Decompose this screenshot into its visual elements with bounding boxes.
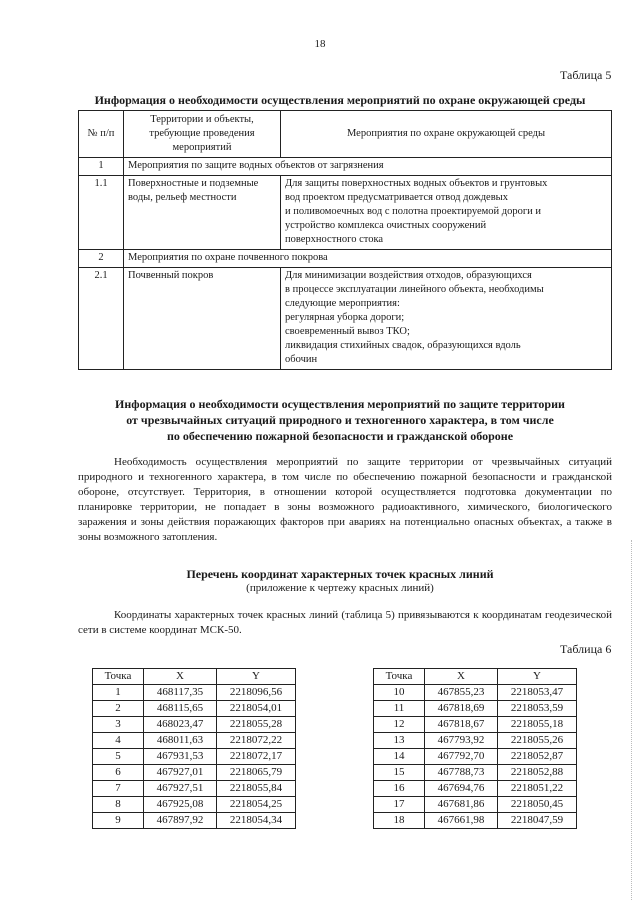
x-coordinate: 467694,76 <box>425 781 498 797</box>
measure-line: обочин <box>285 354 318 365</box>
point-number: 18 <box>374 813 425 829</box>
table-row <box>93 685 296 701</box>
y-coordinate: 2218055,28 <box>217 717 296 733</box>
header-x: X <box>425 669 498 685</box>
y-coordinate: 2218065,79 <box>217 765 296 781</box>
table-row <box>374 733 577 749</box>
table-5-label: Таблица 5 <box>560 68 612 82</box>
measure-line: своевременный вывоз ТКО; <box>285 326 410 337</box>
point-number: 2 <box>93 701 144 717</box>
x-coordinate: 468115,65 <box>144 701 217 717</box>
x-coordinate: 468023,47 <box>144 717 217 733</box>
y-coordinate: 2218096,56 <box>217 685 296 701</box>
row-number: 2.1 <box>79 268 124 370</box>
x-coordinate: 468011,63 <box>144 733 217 749</box>
y-coordinate: 2218055,26 <box>498 733 577 749</box>
table-row <box>374 781 577 797</box>
y-coordinate: 2218053,47 <box>498 685 577 701</box>
row-object: Поверхностные и подземные воды, рельеф местности <box>124 176 281 250</box>
header-y: Y <box>498 669 577 685</box>
emergency-heading-line: от чрезвычайных ситуаций природного и техногенного характера, в том числе <box>126 413 554 427</box>
x-coordinate: 467793,92 <box>425 733 498 749</box>
table-row <box>93 717 296 733</box>
x-coordinate: 467792,70 <box>425 749 498 765</box>
table-row <box>79 268 612 370</box>
table-row <box>93 813 296 829</box>
x-coordinate: 467927,01 <box>144 765 217 781</box>
point-number: 9 <box>93 813 144 829</box>
table-row <box>93 733 296 749</box>
point-number: 11 <box>374 701 425 717</box>
point-number: 14 <box>374 749 425 765</box>
table-row <box>374 701 577 717</box>
y-coordinate: 2218052,88 <box>498 765 577 781</box>
header-measures: Мероприятия по охране окружающей среды <box>281 111 612 158</box>
table-row <box>79 176 612 250</box>
point-number: 17 <box>374 797 425 813</box>
point-number: 3 <box>93 717 144 733</box>
section-row <box>79 250 612 268</box>
coords-header-row <box>93 669 296 685</box>
y-coordinate: 2218053,59 <box>498 701 577 717</box>
environment-measures-table <box>78 110 612 370</box>
y-coordinate: 2218052,87 <box>498 749 577 765</box>
row-number: 1.1 <box>79 176 124 250</box>
emergency-heading <box>60 396 620 444</box>
table-row <box>374 813 577 829</box>
section-number: 2 <box>79 250 124 268</box>
point-number: 16 <box>374 781 425 797</box>
coords-header-row <box>374 669 577 685</box>
coords-heading: Перечень координат характерных точек красных линий <box>186 567 494 581</box>
x-coordinate: 467661,98 <box>425 813 498 829</box>
row-measures <box>281 176 612 250</box>
measure-line: Для минимизации воздействия отходов, образующихся <box>285 270 532 281</box>
point-number: 10 <box>374 685 425 701</box>
measure-line: вод проектом предусматривается отвод дождевых <box>285 192 508 203</box>
coordinates-table-left <box>92 668 296 829</box>
y-coordinate: 2218072,22 <box>217 733 296 749</box>
x-coordinate: 467855,23 <box>425 685 498 701</box>
point-number: 15 <box>374 765 425 781</box>
point-number: 6 <box>93 765 144 781</box>
section-title: Мероприятия по охране почвенного покрова <box>124 250 612 268</box>
x-coordinate: 467818,69 <box>425 701 498 717</box>
header-x: X <box>144 669 217 685</box>
y-coordinate: 2218072,17 <box>217 749 296 765</box>
point-number: 8 <box>93 797 144 813</box>
point-number: 12 <box>374 717 425 733</box>
table-row <box>93 781 296 797</box>
x-coordinate: 468117,35 <box>144 685 217 701</box>
point-number: 7 <box>93 781 144 797</box>
table-row <box>93 749 296 765</box>
header-point: Точка <box>93 669 144 685</box>
measure-line: устройство комплекса очистных сооружений <box>285 220 487 231</box>
measure-line: ликвидация стихийных свадок, образующихся вдоль <box>285 340 521 351</box>
y-coordinate: 2218054,25 <box>217 797 296 813</box>
measure-line: Для защиты поверхностных водных объектов и грунтовых <box>285 178 548 189</box>
measure-line: регулярная уборка дороги; <box>285 312 405 323</box>
emergency-heading-line: Информация о необходимости осуществления мероприятий по защите территории <box>115 397 565 411</box>
x-coordinate: 467681,86 <box>425 797 498 813</box>
margin-dotted-line <box>631 540 634 900</box>
y-coordinate: 2218051,22 <box>498 781 577 797</box>
emergency-heading-line: по обеспечению пожарной безопасности и гражданской обороне <box>166 429 514 443</box>
section-row <box>79 158 612 176</box>
x-coordinate: 467897,92 <box>144 813 217 829</box>
section-title: Мероприятия по защите водных объектов от загрязнения <box>124 158 612 176</box>
y-coordinate: 2218055,84 <box>217 781 296 797</box>
row-object: Почвенный покров <box>124 268 281 370</box>
measure-line: в процессе эксплуатации линейного объекта, необходимы <box>285 284 544 295</box>
x-coordinate: 467925,08 <box>144 797 217 813</box>
page-number: 18 <box>314 38 326 50</box>
measure-line: и поливомоечных вод с полотна проектируемой дороги и <box>285 206 542 217</box>
table-row <box>374 685 577 701</box>
x-coordinate: 467788,73 <box>425 765 498 781</box>
table-row <box>374 717 577 733</box>
coords-paragraph: Координаты характерных точек красных линий (таблица 5) привязываются к координатам геодезической сети в системе координат МСК-50. <box>78 609 612 636</box>
table-row <box>374 765 577 781</box>
coords-subheading: (приложение к чертежу красных линий) <box>246 582 434 594</box>
x-coordinate: 467927,51 <box>144 781 217 797</box>
header-number: № п/п <box>79 111 124 158</box>
section-number: 1 <box>79 158 124 176</box>
table-6-label: Таблица 6 <box>560 642 612 656</box>
row-measures <box>281 268 612 370</box>
y-coordinate: 2218054,01 <box>217 701 296 717</box>
table-header-row <box>79 111 612 158</box>
y-coordinate: 2218055,18 <box>498 717 577 733</box>
y-coordinate: 2218047,59 <box>498 813 577 829</box>
point-number: 1 <box>93 685 144 701</box>
point-number: 13 <box>374 733 425 749</box>
table-row <box>374 749 577 765</box>
x-coordinate: 467818,67 <box>425 717 498 733</box>
x-coordinate: 467931,53 <box>144 749 217 765</box>
header-y: Y <box>217 669 296 685</box>
table-row <box>93 701 296 717</box>
header-objects: Территории и объекты, требующие проведения мероприятий <box>124 111 281 158</box>
y-coordinate: 2218050,45 <box>498 797 577 813</box>
header-point: Точка <box>374 669 425 685</box>
table-row <box>374 797 577 813</box>
point-number: 4 <box>93 733 144 749</box>
coordinates-table-right <box>373 668 577 829</box>
table-row <box>93 765 296 781</box>
table-row <box>93 797 296 813</box>
measure-line: следующие мероприятия: <box>285 298 400 309</box>
y-coordinate: 2218054,34 <box>217 813 296 829</box>
environment-heading: Информация о необходимости осуществления мероприятий по охране окружающей среды <box>94 93 586 107</box>
emergency-paragraph: Необходимость осуществления мероприятий по защите территории от чрезвычайных ситуаций природного и техногенного характера, в том числе по обеспечению пожарной безопасности и гражданской обороне, отсутствует. Территория, в отношении которой осуществляется подготовка документации по планировке территории, не попадает в зоны возможного радиоактивного, химического, биологического заражения и зоны действия поражающих факторов при авариях на потенциально опасных объектах, а также в зоны возможного затопления. <box>78 456 612 543</box>
point-number: 5 <box>93 749 144 765</box>
measure-line: поверхностного стока <box>285 234 384 245</box>
